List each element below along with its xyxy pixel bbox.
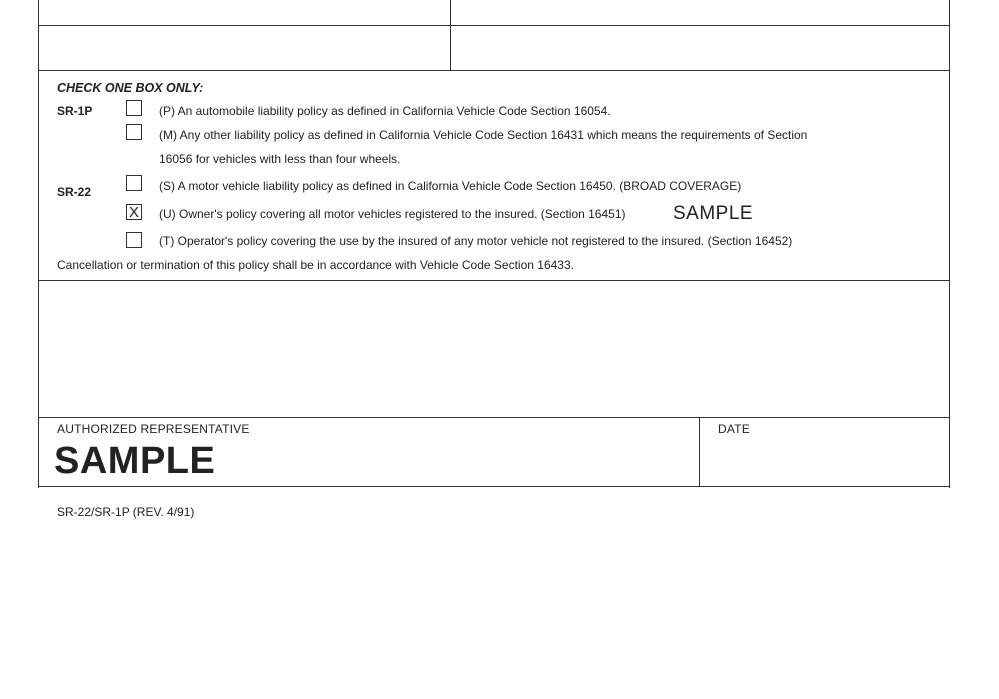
checkbox-p[interactable] bbox=[126, 100, 142, 116]
checkbox-u[interactable] bbox=[126, 204, 142, 220]
option-m-text: (M) Any other liability policy as defined in California Vehicle Code Section 16431 which means the requirements of Section bbox=[159, 128, 808, 142]
checkbox-t[interactable] bbox=[126, 232, 142, 248]
form-bottom-border bbox=[38, 486, 950, 487]
option-s-text: (S) A motor vehicle liability policy as defined in California Vehicle Code Section 16450. (BROAD COVERAGE) bbox=[159, 179, 742, 193]
row-divider-3 bbox=[38, 280, 950, 281]
form-right-border bbox=[949, 0, 950, 488]
row-divider-2 bbox=[38, 70, 950, 71]
option-t-text: (T) Operator's policy covering the use by the insured of any motor vehicle not registered to the insured. (Section 16452) bbox=[159, 234, 793, 248]
sr22-label: SR-22 bbox=[57, 185, 92, 199]
top-left-field[interactable] bbox=[40, 27, 448, 69]
row-divider-4 bbox=[38, 417, 950, 418]
blank-remarks-area[interactable] bbox=[40, 282, 948, 416]
top-cell-divider bbox=[450, 0, 451, 71]
row-divider-1 bbox=[38, 25, 950, 26]
check-one-box-heading: CHECK ONE BOX ONLY: bbox=[57, 81, 204, 95]
checkbox-s[interactable] bbox=[126, 175, 142, 191]
form-number: SR-22/SR-1P (REV. 4/91) bbox=[57, 505, 195, 519]
checkbox-m[interactable] bbox=[126, 124, 142, 140]
checkbox-u-mark: X bbox=[128, 204, 139, 221]
sample-stamp-inline: SAMPLE bbox=[673, 203, 754, 224]
authorized-representative-label: AUTHORIZED REPRESENTATIVE bbox=[57, 422, 250, 436]
signature-date-divider bbox=[699, 417, 700, 487]
top-right-field[interactable] bbox=[453, 27, 947, 69]
date-field[interactable] bbox=[702, 440, 948, 484]
option-u-text: (U) Owner's policy covering all motor vehicles registered to the insured. (Section 16451) bbox=[159, 207, 626, 221]
authorized-signature[interactable]: SAMPLE bbox=[54, 440, 216, 482]
sr1p-label: SR-1P bbox=[57, 104, 93, 118]
form-left-border bbox=[38, 0, 39, 488]
date-label: DATE bbox=[718, 422, 750, 436]
cancellation-note: Cancellation or termination of this policy shall be in accordance with Vehicle Code Section 16433. bbox=[57, 258, 574, 272]
option-p-text: (P) An automobile liability policy as defined in California Vehicle Code Section 16054. bbox=[159, 104, 611, 118]
insurance-certificate-form bbox=[38, 0, 950, 488]
option-m-text-continued: 16056 for vehicles with less than four wheels. bbox=[159, 152, 401, 166]
